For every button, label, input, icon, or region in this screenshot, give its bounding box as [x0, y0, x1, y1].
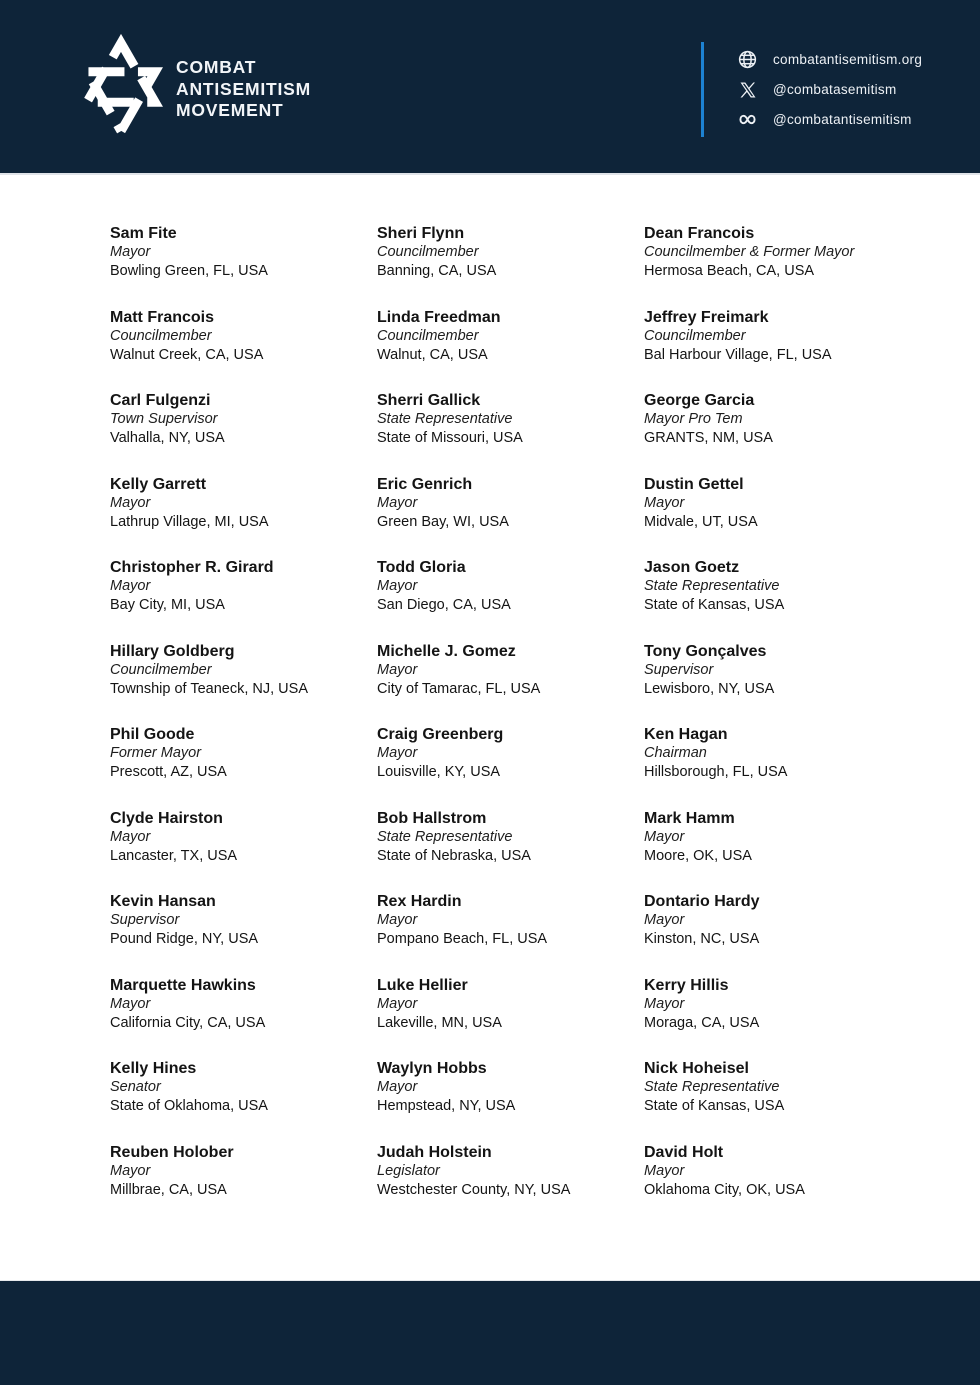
signatory-entry	[644, 558, 910, 615]
signatory-location: Hempstead, NY, USA	[377, 1098, 516, 1114]
signatory-location: Bowling Green, FL, USA	[110, 263, 268, 279]
signatory-name: Kelly Hines	[110, 1060, 197, 1077]
signatory-entry	[377, 558, 644, 615]
signatory-name: Jason Goetz	[644, 559, 740, 576]
signatory-entry	[110, 976, 377, 1033]
signatory-title: Mayor Pro Tem	[644, 411, 743, 427]
signatory-entry	[644, 475, 910, 532]
signatory-location: Oklahoma City, OK, USA	[644, 1181, 805, 1198]
signatory-location: Hermosa Beach, CA, USA	[644, 263, 815, 279]
signatory-name: Dontario Hardy	[644, 893, 760, 910]
page-footer	[0, 1280, 980, 1385]
signatory-title: Mayor	[377, 578, 418, 594]
signatory-title: Senator	[110, 1079, 161, 1095]
contact-row-website	[737, 49, 922, 70]
signatory-name: Nick Hoheisel	[644, 1060, 749, 1077]
signatory-location: California City, CA, USA	[110, 1014, 266, 1031]
org-wordmark-line: ANTISEMITISM	[176, 78, 312, 99]
signatory-entry	[644, 1059, 910, 1116]
signatory-location: Hillsborough, FL, USA	[644, 764, 788, 780]
meta-icon	[737, 109, 758, 130]
signatory-name: Michelle J. Gomez	[377, 642, 516, 660]
signatory-title: Chairman	[644, 745, 707, 761]
signatory-name: Ken Hagan	[644, 726, 728, 743]
signatory-title: State Representative	[377, 411, 513, 427]
signatory-title: Mayor	[377, 912, 418, 928]
signatory-title: Legislator	[377, 1162, 440, 1179]
signatory-location: Bal Harbour Village, FL, USA	[644, 346, 832, 363]
signatory-entry	[377, 892, 644, 949]
signatory-title: Mayor	[644, 912, 685, 928]
signatory-location: GRANTS, NM, USA	[644, 430, 773, 446]
signatory-title: Councilmember	[644, 327, 746, 344]
org-wordmark-line: MOVEMENT	[176, 100, 284, 120]
signatory-title: Councilmember	[377, 327, 479, 344]
signatory-entry	[644, 976, 910, 1033]
signatory-name: Clyde Hairston	[110, 809, 223, 827]
x-icon	[737, 79, 758, 100]
x-handle-label: @combatasemitism	[773, 82, 897, 97]
signatory-name: Carl Fulgenzi	[110, 392, 211, 409]
signatory-location: Pompano Beach, FL, USA	[377, 931, 548, 947]
signatory-title: Mayor	[644, 494, 685, 511]
signatory-title: Mayor	[377, 494, 418, 511]
signatory-title: Mayor	[644, 1162, 685, 1179]
signatory-location: Lathrup Village, MI, USA	[110, 513, 269, 530]
signatory-name: Mark Hamm	[644, 809, 735, 827]
signatory-name: Tony Gonçalves	[644, 642, 767, 660]
signatory-entry	[377, 725, 644, 782]
signatory-entry	[377, 809, 644, 866]
contact-list	[737, 49, 922, 130]
signatory-title: Former Mayor	[110, 745, 202, 761]
signatory-entry	[644, 642, 910, 699]
signatory-location: Banning, CA, USA	[377, 263, 497, 279]
signatory-title: Town Supervisor	[110, 411, 218, 427]
signatory-entry	[110, 391, 377, 448]
signatory-location: Green Bay, WI, USA	[377, 513, 509, 530]
signatory-title: Councilmember	[110, 327, 212, 344]
signatory-entry	[377, 391, 644, 448]
signatory-title: Councilmember & Former Mayor	[644, 244, 855, 260]
org-wordmark-line: COMBAT	[176, 57, 257, 77]
signatory-title: Supervisor	[644, 661, 714, 678]
signatory-title: Supervisor	[110, 912, 180, 928]
contact-row-meta	[737, 109, 922, 130]
signatory-title: Councilmember	[377, 244, 479, 260]
signatory-location: Lewisboro, NY, USA	[644, 680, 775, 697]
signatory-entry	[110, 475, 377, 532]
signatory-entry	[110, 558, 377, 615]
contact-row-x	[737, 79, 922, 100]
signatory-location: Moore, OK, USA	[644, 847, 752, 864]
signatory-name: Kevin Hansan	[110, 893, 216, 910]
signatory-entry	[110, 1143, 377, 1200]
signatory-name: George Garcia	[644, 392, 755, 409]
signatory-location: Moraga, CA, USA	[644, 1014, 760, 1031]
signatory-location: Kinston, NC, USA	[644, 931, 760, 947]
signatory-entry	[644, 809, 910, 866]
signatory-location: State of Nebraska, USA	[377, 847, 531, 864]
signatory-entry	[377, 1143, 644, 1200]
signatory-name: Jeffrey Freimark	[644, 308, 769, 326]
signatory-location: State of Kansas, USA	[644, 1098, 785, 1114]
signatory-entry	[644, 892, 910, 949]
signatory-entry	[377, 1059, 644, 1116]
signatory-name: Todd Gloria	[377, 559, 466, 576]
signatory-name: Waylyn Hobbs	[377, 1060, 487, 1077]
signatory-entry	[644, 1143, 910, 1200]
signatory-location: State of Kansas, USA	[644, 597, 785, 613]
signatory-name: Dean Francois	[644, 225, 755, 242]
org-wordmark	[176, 57, 311, 122]
globe-icon	[737, 49, 758, 70]
signatory-location: Westchester County, NY, USA	[377, 1181, 571, 1198]
signatory-name: Linda Freedman	[377, 308, 501, 326]
signatory-location: Pound Ridge, NY, USA	[110, 931, 259, 947]
signatory-entry	[377, 976, 644, 1033]
signatory-location: Lancaster, TX, USA	[110, 847, 238, 864]
signatory-name: Sam Fite	[110, 225, 177, 242]
signatory-title: Councilmember	[110, 661, 212, 678]
signatory-location: Township of Teaneck, NJ, USA	[110, 680, 308, 697]
signatory-entry	[110, 725, 377, 782]
signatory-title: Mayor	[377, 745, 418, 761]
signatory-location: Millbrae, CA, USA	[110, 1181, 227, 1198]
signatory-entry	[377, 642, 644, 699]
signatory-location: Prescott, AZ, USA	[110, 764, 227, 780]
signatory-location: Midvale, UT, USA	[644, 513, 758, 530]
signatory-title: Mayor	[377, 661, 418, 678]
signatory-name: Sheri Flynn	[377, 225, 465, 242]
signatory-entry	[110, 892, 377, 949]
signatory-title: Mayor	[110, 1162, 151, 1179]
signatory-entry	[377, 224, 644, 281]
signatory-location: Louisville, KY, USA	[377, 764, 501, 780]
signatory-name: David Holt	[644, 1143, 724, 1161]
signatory-entry	[110, 809, 377, 866]
signatories-grid	[110, 224, 910, 1200]
signatory-name: Bob Hallstrom	[377, 809, 487, 827]
signatory-entry	[110, 224, 377, 281]
signatory-name: Dustin Gettel	[644, 475, 744, 493]
signatory-location: Walnut, CA, USA	[377, 346, 488, 363]
signatory-entry	[644, 391, 910, 448]
signatory-entry	[110, 642, 377, 699]
meta-handle-label: @combatantisemitism	[773, 112, 912, 127]
signatory-entry	[644, 308, 910, 365]
signatory-name: Eric Genrich	[377, 475, 473, 493]
signatory-name: Craig Greenberg	[377, 726, 504, 743]
signatory-name: Kelly Garrett	[110, 475, 207, 493]
signatory-name: Sherri Gallick	[377, 392, 481, 409]
signatory-title: State Representative	[377, 828, 513, 845]
signatory-location: San Diego, CA, USA	[377, 597, 511, 613]
signatory-name: Phil Goode	[110, 726, 195, 743]
signatory-name: Kerry Hillis	[644, 976, 729, 994]
signatory-title: Mayor	[644, 828, 685, 845]
signatory-name: Reuben Holober	[110, 1143, 234, 1161]
signatory-title: Mayor	[377, 1079, 418, 1095]
signatory-entry	[377, 475, 644, 532]
page-header	[0, 0, 980, 175]
website-label: combatantisemitism.org	[773, 52, 923, 67]
signatory-entry	[644, 725, 910, 782]
signatory-location: Walnut Creek, CA, USA	[110, 346, 264, 363]
star-of-david-logo-icon	[76, 34, 166, 140]
signatory-name: Hillary Goldberg	[110, 642, 235, 660]
signatory-name: Christopher R. Girard	[110, 559, 274, 576]
signatory-location: State of Oklahoma, USA	[110, 1098, 268, 1114]
signatory-name: Judah Holstein	[377, 1143, 492, 1161]
signatory-name: Matt Francois	[110, 308, 215, 326]
signatory-name: Rex Hardin	[377, 893, 462, 910]
signatory-title: Mayor	[644, 995, 685, 1012]
signatory-entry	[377, 308, 644, 365]
signatory-title: Mayor	[110, 494, 151, 511]
signatory-name: Marquette Hawkins	[110, 976, 256, 994]
signatory-location: Bay City, MI, USA	[110, 597, 225, 613]
signatory-location: City of Tamarac, FL, USA	[377, 680, 541, 697]
signatory-location: State of Missouri, USA	[377, 430, 523, 446]
signatory-title: Mayor	[377, 995, 418, 1012]
header-vertical-divider	[701, 42, 704, 137]
signatory-title: Mayor	[110, 244, 151, 260]
signatory-title: State Representative	[644, 1079, 780, 1095]
signatory-title: Mayor	[110, 828, 151, 845]
signatory-title: Mayor	[110, 578, 151, 594]
signatory-entry	[110, 1059, 377, 1116]
signatory-title: Mayor	[110, 995, 151, 1012]
signatory-title: State Representative	[644, 578, 780, 594]
signatory-name: Luke Hellier	[377, 976, 468, 994]
signatory-location: Valhalla, NY, USA	[110, 430, 225, 446]
signatory-entry	[110, 308, 377, 365]
signatory-entry	[644, 224, 910, 281]
signatory-location: Lakeville, MN, USA	[377, 1014, 502, 1031]
